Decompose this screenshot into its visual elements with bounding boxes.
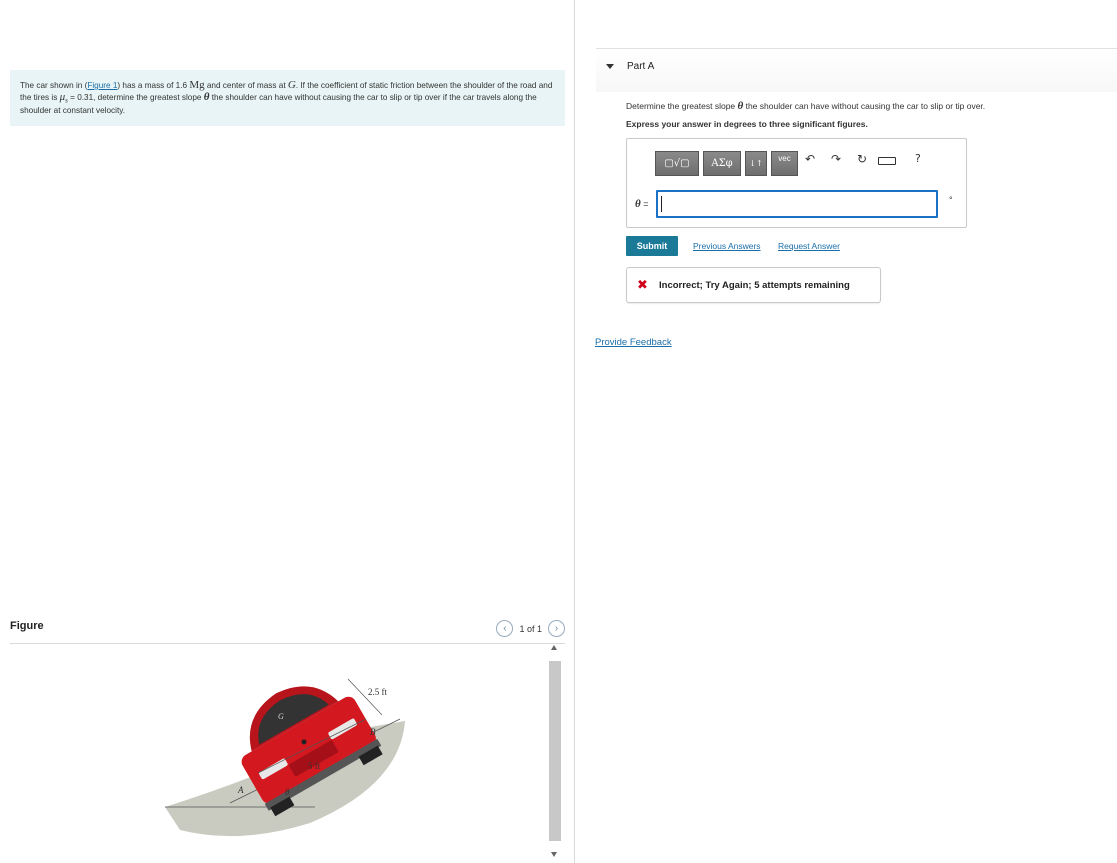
car-on-slope-diagram [10, 645, 550, 863]
figure-title: Figure [10, 620, 44, 632]
part-title: Part A [627, 61, 655, 72]
center-of-mass-symbol: G [287, 79, 296, 91]
answer-input[interactable] [656, 190, 938, 218]
problem-text: ) has a mass of 1.6 [117, 81, 190, 90]
problem-text: the shoulder can have without causing the car to slip or tip over if the car travels along the shoulder at constant velocity. [20, 92, 537, 115]
g-label: G [278, 712, 284, 721]
feedback-message-box [626, 267, 881, 303]
figure-image [10, 645, 550, 863]
page-indicator: 1 of 1 [519, 623, 542, 634]
scroll-up-arrow-icon[interactable] [551, 645, 557, 650]
keyboard-icon[interactable] [878, 157, 896, 165]
part-a-header[interactable] [596, 48, 1117, 92]
text-cursor [661, 196, 662, 212]
width-label: 5 ft [308, 761, 321, 771]
undo-icon[interactable]: ↶ [805, 152, 816, 166]
templates-button[interactable]: ▢√▢ [655, 151, 699, 176]
question-part: Determine the greatest slope [626, 101, 738, 111]
incorrect-x-icon: ✖ [637, 277, 648, 292]
answer-label [635, 198, 648, 210]
question-part: the shoulder can have without causing the car to slip or tip over. [743, 101, 986, 111]
reset-icon[interactable]: ↻ [857, 152, 868, 166]
chevron-left-icon[interactable]: ‹ [496, 620, 513, 637]
feedback-text: Incorrect; Try Again; 5 attempts remaining [659, 280, 850, 291]
problem-text: and center of mass at [204, 81, 288, 90]
mu-symbol: μ [59, 90, 66, 103]
greek-button[interactable]: ΑΣφ [703, 151, 741, 176]
provide-feedback-link[interactable]: Provide Feedback [595, 337, 672, 348]
help-icon[interactable]: ? [915, 152, 921, 165]
math-toolbar [655, 151, 798, 176]
problem-text: . If the coefficient of static friction between the shoulder of the road and the tires is [20, 81, 553, 102]
theta-symbol: θ [737, 100, 744, 112]
point-b-label: B [370, 727, 376, 737]
chevron-right-icon[interactable]: › [548, 620, 565, 637]
submit-button[interactable]: Submit [626, 236, 678, 256]
height-label: 2.5 ft [368, 687, 387, 697]
degree-unit: ° [949, 195, 953, 205]
problem-text: = 0.31, determine the greatest slope [67, 92, 204, 102]
equals-sign: = [640, 199, 649, 209]
theta-symbol: θ [635, 198, 641, 210]
answer-box [626, 138, 967, 228]
figure-pager [496, 620, 565, 637]
instruction-text: Express your answer in degrees to three significant figures. [626, 119, 868, 129]
point-a-label: A [238, 785, 244, 795]
mu-subscript: s [65, 96, 68, 105]
theta-symbol: θ [203, 90, 210, 103]
arrows-button[interactable]: ↓↑ [745, 151, 767, 176]
scroll-down-arrow-icon[interactable] [551, 852, 557, 857]
mass-unit: Mg [189, 79, 205, 91]
figure-header [10, 618, 565, 644]
question-text [626, 100, 985, 112]
scroll-thumb[interactable] [549, 661, 561, 841]
theta-label: θ [285, 787, 290, 797]
caret-down-icon[interactable] [606, 64, 614, 69]
vector-button[interactable]: vec [771, 151, 798, 176]
previous-answers-link[interactable]: Previous Answers [693, 241, 761, 251]
problem-text: The car shown in ( [20, 81, 88, 90]
figure-link[interactable]: Figure 1 [87, 81, 118, 90]
right-panel [576, 0, 1117, 863]
problem-statement [10, 70, 565, 126]
request-answer-link[interactable]: Request Answer [778, 241, 840, 251]
redo-icon[interactable]: ↷ [831, 152, 842, 166]
figure-scrollbar[interactable] [548, 645, 562, 863]
